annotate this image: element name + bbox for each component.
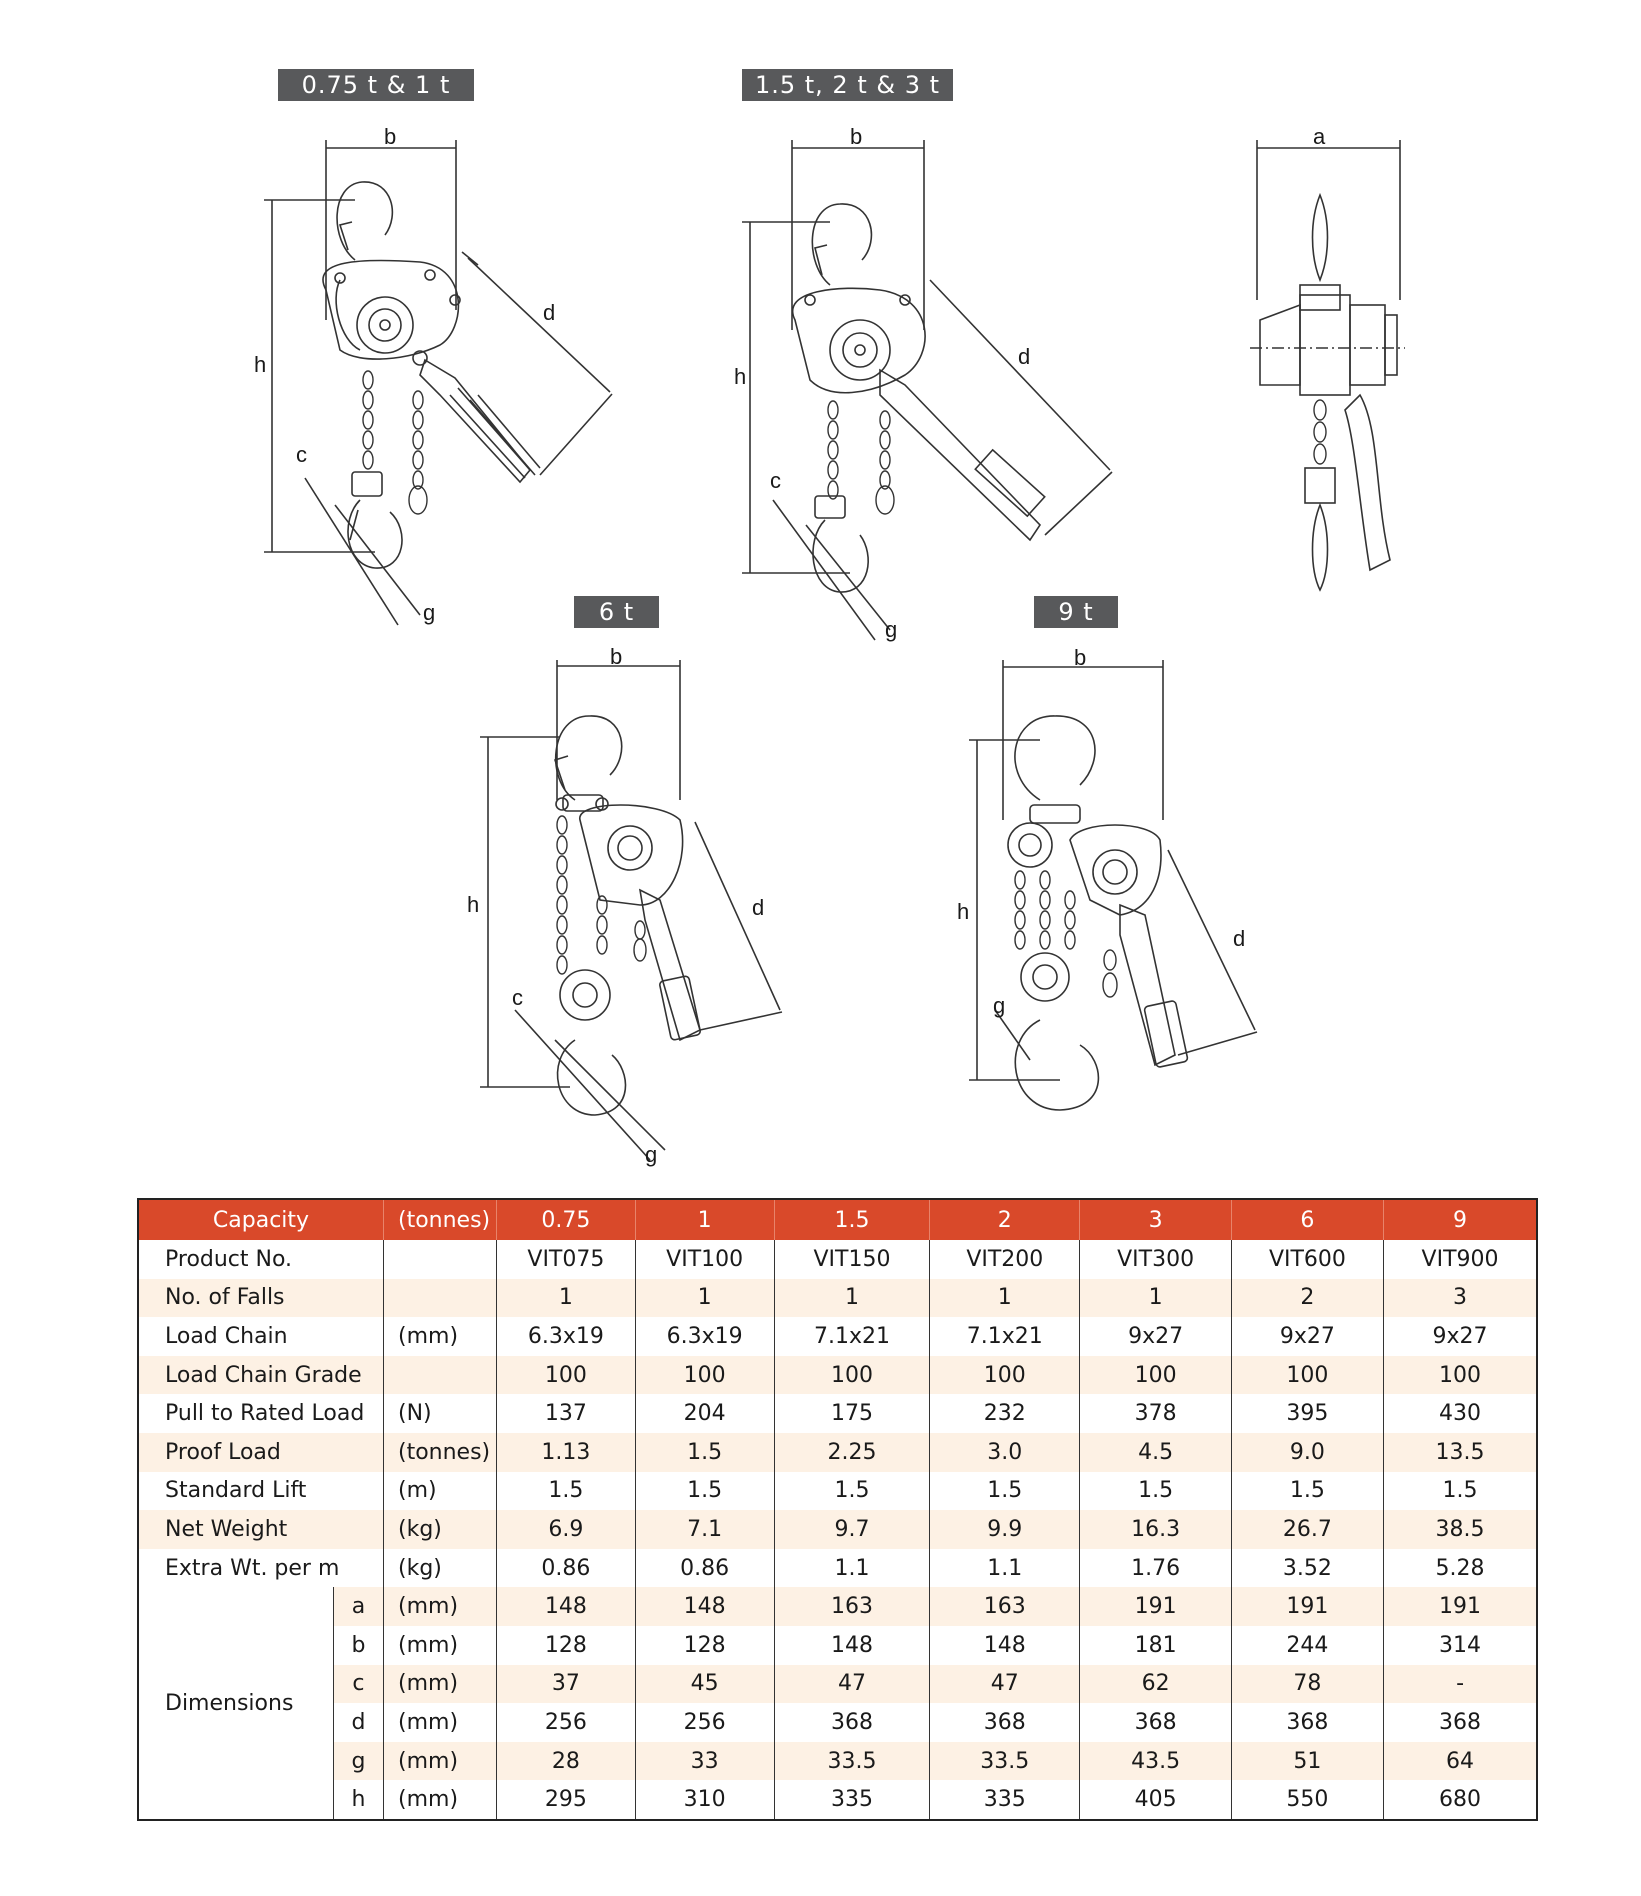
table-cell: 680 (1384, 1780, 1537, 1820)
row-label: Load Chain Grade (138, 1356, 384, 1395)
dimension-letter: b (333, 1626, 383, 1665)
table-cell: 175 (774, 1394, 929, 1433)
hoist-side-view-drawing (1250, 140, 1405, 590)
table-cell: 430 (1384, 1394, 1537, 1433)
dim-d-1: d (543, 300, 556, 325)
hoist-9t-drawing (969, 660, 1257, 1110)
table-cell: 148 (774, 1626, 929, 1665)
table-cell: 4.5 (1080, 1433, 1231, 1472)
row-unit: (kg) (384, 1549, 497, 1588)
dimensions-label: Dimensions (165, 1690, 294, 1716)
table-cell: 1.5 (930, 1472, 1080, 1511)
dim-a: a (1313, 124, 1326, 149)
dim-d-2: d (1018, 344, 1031, 369)
table-row-dimension (138, 1703, 1537, 1742)
table-cell: 378 (1080, 1394, 1231, 1433)
row-unit: (mm) (384, 1587, 497, 1626)
dim-b-2: b (850, 124, 863, 149)
dimension-letter: d (333, 1703, 383, 1742)
table-cell: 191 (1231, 1587, 1383, 1626)
table-cell: 256 (635, 1703, 774, 1742)
table-cell: 13.5 (1384, 1433, 1537, 1472)
table-cell: 368 (930, 1703, 1080, 1742)
dimension-letter: a (333, 1587, 383, 1626)
dim-h-4: h (957, 899, 970, 924)
table-row (138, 1472, 1537, 1511)
row-unit: (mm) (384, 1626, 497, 1665)
table-cell: 9x27 (1080, 1317, 1231, 1356)
table-cell: 7.1x21 (774, 1317, 929, 1356)
header-capacity-label: Capacity (138, 1199, 384, 1240)
table-cell: 314 (1384, 1626, 1537, 1665)
table-cell: 6.9 (497, 1510, 635, 1549)
table-cell: 37 (497, 1665, 635, 1704)
dim-b-1: b (384, 124, 397, 149)
row-unit: (mm) (384, 1742, 497, 1781)
dim-c-1: c (296, 442, 307, 467)
table-cell: 1.5 (774, 1472, 929, 1511)
table-cell: 3.52 (1231, 1549, 1383, 1588)
table-cell: 244 (1231, 1626, 1383, 1665)
row-unit: (mm) (384, 1780, 497, 1820)
dim-h-3: h (467, 892, 480, 917)
hoist-15-3t-drawing (742, 140, 1112, 640)
table-cell: 7.1x21 (930, 1317, 1080, 1356)
table-cell: 1.13 (497, 1433, 635, 1472)
table-cell: 1.5 (1080, 1472, 1231, 1511)
table-cell: 204 (635, 1394, 774, 1433)
table-cell: 1 (1080, 1279, 1231, 1318)
table-row (138, 1510, 1537, 1549)
table-cell: VIT900 (1384, 1240, 1537, 1279)
table-cell: 2 (1231, 1279, 1383, 1318)
row-label: Load Chain (165, 1323, 288, 1349)
table-cell: 9.0 (1231, 1433, 1383, 1472)
row-unit: (mm) (384, 1665, 497, 1704)
label-6t: 6 t (574, 596, 659, 628)
table-cell: 1 (497, 1279, 635, 1318)
table-row-dimension (138, 1587, 1537, 1626)
table-cell: 1.1 (774, 1549, 929, 1588)
dim-g-3: g (645, 1142, 658, 1167)
dim-c-2: c (770, 468, 781, 493)
dim-d-4: d (1233, 926, 1246, 951)
table-cell: 368 (1384, 1703, 1537, 1742)
header-cell: 6 (1231, 1199, 1383, 1240)
table-cell: 405 (1080, 1780, 1231, 1820)
table-cell: 1.5 (635, 1472, 774, 1511)
table-cell: VIT200 (930, 1240, 1080, 1279)
table-cell: 148 (635, 1587, 774, 1626)
table-cell: 310 (635, 1780, 774, 1820)
table-cell: VIT075 (497, 1240, 635, 1279)
table-row-dimension (138, 1626, 1537, 1665)
table-cell: 1.5 (1384, 1472, 1537, 1511)
header-unit: (tonnes) (384, 1199, 497, 1240)
table-cell: 1 (635, 1279, 774, 1318)
table-cell: 16.3 (1080, 1510, 1231, 1549)
row-unit: (kg) (384, 1510, 497, 1549)
row-unit: (mm) (384, 1317, 497, 1356)
label-075-1t: 0.75 t & 1 t (278, 69, 474, 101)
table-cell: 0.86 (635, 1549, 774, 1588)
table-row (138, 1240, 1537, 1279)
table-cell: 191 (1384, 1587, 1537, 1626)
table-cell: 100 (497, 1356, 635, 1395)
row-unit (384, 1279, 497, 1318)
dim-b-4: b (1074, 645, 1087, 670)
table-cell: 9x27 (1384, 1317, 1537, 1356)
table-cell: 100 (1080, 1356, 1231, 1395)
table-header-row (138, 1199, 1537, 1240)
table-cell: 1.5 (1231, 1472, 1383, 1511)
table-cell: 368 (1080, 1703, 1231, 1742)
table-cell: 395 (1231, 1394, 1383, 1433)
table-row (138, 1433, 1537, 1472)
table-cell: 148 (497, 1587, 635, 1626)
table-cell: 100 (774, 1356, 929, 1395)
row-unit (384, 1240, 497, 1279)
table-cell: 368 (774, 1703, 929, 1742)
table-cell: 78 (1231, 1665, 1383, 1704)
table-cell: 148 (930, 1626, 1080, 1665)
table-cell: 43.5 (1080, 1742, 1231, 1781)
table-cell: 6.3x19 (497, 1317, 635, 1356)
dim-h-1: h (254, 352, 267, 377)
table-cell: 256 (497, 1703, 635, 1742)
table-cell: 1.76 (1080, 1549, 1231, 1588)
table-cell: 550 (1231, 1780, 1383, 1820)
row-unit: (mm) (384, 1703, 497, 1742)
table-cell: VIT300 (1080, 1240, 1231, 1279)
header-cell: 3 (1080, 1199, 1231, 1240)
table-cell: 100 (1384, 1356, 1537, 1395)
table-cell: 9.9 (930, 1510, 1080, 1549)
header-cell: 2 (930, 1199, 1080, 1240)
table-row (138, 1394, 1537, 1433)
table-cell: 100 (1231, 1356, 1383, 1395)
table-row (138, 1356, 1537, 1395)
table-cell: 47 (930, 1665, 1080, 1704)
table-cell: 28 (497, 1742, 635, 1781)
table-cell: VIT100 (635, 1240, 774, 1279)
table-cell: 0.86 (497, 1549, 635, 1588)
table-cell: 368 (1231, 1703, 1383, 1742)
hoist-6t-drawing (480, 660, 782, 1160)
table-cell: 295 (497, 1780, 635, 1820)
table-cell: 51 (1231, 1742, 1383, 1781)
table-row (138, 1317, 1537, 1356)
row-label: Product No. (165, 1246, 293, 1272)
table-cell: 2.25 (774, 1433, 929, 1472)
table-cell: 7.1 (635, 1510, 774, 1549)
dim-h-2: h (734, 364, 747, 389)
table-cell: 3.0 (930, 1433, 1080, 1472)
dimension-letter: h (333, 1780, 383, 1820)
row-label: Pull to Rated Load (165, 1401, 365, 1427)
dim-g-2: g (885, 617, 898, 642)
row-label: Standard Lift (165, 1478, 307, 1504)
table-cell: 163 (774, 1587, 929, 1626)
table-cell: 100 (635, 1356, 774, 1395)
row-label: Net Weight (138, 1510, 384, 1549)
row-unit: (m) (384, 1472, 497, 1511)
header-cell: 0.75 (497, 1199, 635, 1240)
table-cell: 335 (930, 1780, 1080, 1820)
table-cell: VIT150 (774, 1240, 929, 1279)
dim-d-3: d (752, 895, 765, 920)
dimension-letter: g (333, 1742, 383, 1781)
label-15-2-3t: 1.5 t, 2 t & 3 t (742, 69, 953, 101)
table-cell: 232 (930, 1394, 1080, 1433)
dim-b-3: b (610, 644, 623, 669)
table-cell: 38.5 (1384, 1510, 1537, 1549)
table-cell: 137 (497, 1394, 635, 1433)
table-cell: 33.5 (774, 1742, 929, 1781)
table-cell: 5.28 (1384, 1549, 1537, 1588)
dim-c-3: c (512, 985, 523, 1010)
table-cell: 1.1 (930, 1549, 1080, 1588)
table-cell: 181 (1080, 1626, 1231, 1665)
dimension-letter: c (333, 1665, 383, 1704)
table-cell: 3 (1384, 1279, 1537, 1318)
table-cell: 1 (930, 1279, 1080, 1318)
table-cell: 9x27 (1231, 1317, 1383, 1356)
table-cell: 163 (930, 1587, 1080, 1626)
row-unit: (N) (384, 1394, 497, 1433)
table-cell: 1 (774, 1279, 929, 1318)
row-label: Extra Wt. per m (165, 1555, 340, 1581)
table-cell: 191 (1080, 1587, 1231, 1626)
table-cell: 100 (930, 1356, 1080, 1395)
table-cell: 9.7 (774, 1510, 929, 1549)
table-cell: 47 (774, 1665, 929, 1704)
row-unit: (tonnes) (384, 1433, 497, 1472)
header-cell: 1.5 (774, 1199, 929, 1240)
table-cell: - (1384, 1665, 1537, 1704)
dim-g-1: g (423, 600, 436, 625)
table-cell: 62 (1080, 1665, 1231, 1704)
table-cell: 45 (635, 1665, 774, 1704)
table-row-dimension (138, 1665, 1537, 1704)
table-cell: 335 (774, 1780, 929, 1820)
hoist-075-1t-drawing (264, 140, 612, 625)
table-row-dimension (138, 1780, 1537, 1820)
table-cell: 128 (497, 1626, 635, 1665)
table-row (138, 1279, 1537, 1318)
row-label: Proof Load (138, 1433, 384, 1472)
row-label: No. of Falls (138, 1279, 384, 1318)
header-cell: 1 (635, 1199, 774, 1240)
table-cell: 64 (1384, 1742, 1537, 1781)
table-row (138, 1549, 1537, 1588)
table-cell: VIT600 (1231, 1240, 1383, 1279)
table-cell: 6.3x19 (635, 1317, 774, 1356)
header-cell: 9 (1384, 1199, 1537, 1240)
table-cell: 33 (635, 1742, 774, 1781)
table-cell: 33.5 (930, 1742, 1080, 1781)
row-unit (384, 1356, 497, 1395)
specification-table (137, 1198, 1538, 1821)
table-cell: 26.7 (1231, 1510, 1383, 1549)
dim-g-4: g (993, 993, 1006, 1018)
label-9t: 9 t (1034, 596, 1118, 628)
table-cell: 128 (635, 1626, 774, 1665)
table-cell: 1.5 (635, 1433, 774, 1472)
table-cell: 1.5 (497, 1472, 635, 1511)
table-row-dimension (138, 1742, 1537, 1781)
